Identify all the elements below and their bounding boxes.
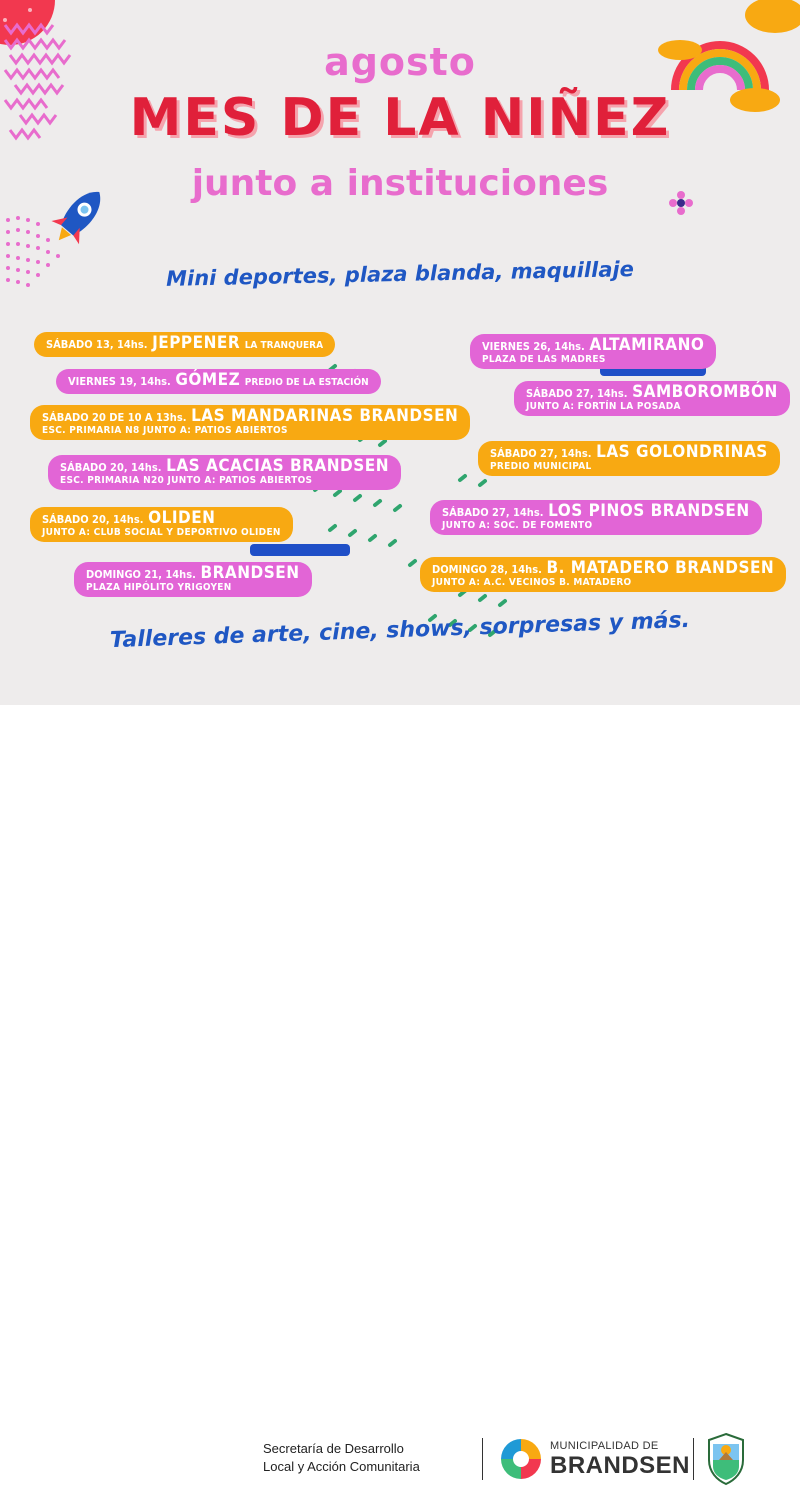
cloud-decoration (740, 0, 800, 40)
event-when: DOMINGO 21, 14hs. (86, 568, 196, 581)
municipality-name: BRANDSEN (550, 1452, 691, 1479)
event-card (420, 557, 786, 592)
footer (0, 705, 800, 1479)
footer-divider (482, 1438, 483, 1480)
event-when: SÁBADO 27, 14hs. (526, 387, 628, 400)
org-line-1: Secretaría de Desarrollo (263, 1441, 404, 1456)
event-place: LAS ACACIAS BRANDSEN (166, 456, 390, 476)
event-detail: JUNTO A: SOC. DE FOMENTO (442, 519, 593, 531)
event-card (56, 369, 381, 394)
event-when: SÁBADO 13, 14hs. (46, 338, 148, 351)
event-card (48, 455, 401, 490)
org-line-2: Local y Acción Comunitaria (263, 1458, 420, 1474)
event-place: ALTAMIRANO (589, 335, 705, 355)
event-detail: ESC. PRIMARIA N8 JUNTO A: PATIOS ABIERTOS (42, 424, 288, 436)
event-extra: PREDIO DE LA ESTACIÓN (244, 377, 369, 388)
event-card (74, 562, 312, 597)
event-place: BRANDSEN (200, 563, 300, 583)
event-when: VIERNES 19, 14hs. (68, 375, 171, 388)
event-place: JEPPENER (152, 333, 241, 353)
event-card (430, 500, 762, 535)
municipality-label: MUNICIPALIDAD DE (550, 1440, 659, 1452)
page-title: MES DE LA NIÑEZ (129, 88, 671, 148)
event-detail: ESC. PRIMARIA N20 JUNTO A: PATIOS ABIERTOS (60, 474, 313, 486)
footer-divider (693, 1438, 694, 1480)
event-place: B. MATADERO BRANDSEN (546, 558, 775, 578)
event-detail: PLAZA HIPÓLITO YRIGOYEN (86, 581, 232, 593)
event-detail: PLAZA DE LAS MADRES (482, 353, 606, 365)
event-when: VIERNES 26, 14hs. (482, 340, 585, 353)
event-detail: JUNTO A: A.C. VECINOS B. MATADERO (432, 576, 632, 588)
event-when: DOMINGO 28, 14hs. (432, 563, 542, 576)
event-card (478, 441, 780, 476)
event-when: SÁBADO 20, 14hs. (60, 461, 162, 474)
month-heading: agosto (324, 40, 476, 84)
event-card (30, 405, 470, 440)
secretariat-name (263, 1440, 420, 1475)
event-place: OLIDEN (148, 508, 216, 528)
event-place: GÓMEZ (175, 370, 241, 390)
event-when: SÁBADO 27, 14hs. (490, 447, 592, 460)
event-detail: JUNTO A: CLUB SOCIAL Y DEPORTIVO OLIDEN (42, 526, 281, 538)
event-detail: JUNTO A: FORTÍN LA POSADA (526, 400, 681, 412)
event-when: SÁBADO 27, 14hs. (442, 506, 544, 519)
activities-top: Mini deportes, plaza blanda, maquillaje (165, 257, 635, 291)
brush-stroke-decoration (250, 544, 350, 556)
event-card (514, 381, 790, 416)
event-place: LAS MANDARINAS BRANDSEN (191, 406, 459, 426)
event-place: LAS GOLONDRINAS (596, 442, 768, 462)
event-card (34, 332, 335, 357)
event-card (30, 507, 293, 542)
activities-bottom: Talleres de arte, cine, shows, sorpresas y más. (109, 607, 691, 654)
coat-of-arms-icon (705, 1430, 747, 1486)
poster (0, 0, 800, 705)
event-extra: LA TRANQUERA (244, 340, 324, 351)
event-when: SÁBADO 20 DE 10 A 13hs. (42, 411, 187, 424)
event-when: SÁBADO 20, 14hs. (42, 513, 144, 526)
page-subtitle: junto a instituciones (191, 163, 609, 204)
event-card (470, 334, 716, 369)
event-detail: PREDIO MUNICIPAL (490, 460, 592, 472)
event-place: LOS PINOS BRANDSEN (548, 501, 750, 521)
event-place: SAMBOROMBÓN (632, 382, 778, 402)
municipality-logo-icon (497, 1435, 545, 1483)
